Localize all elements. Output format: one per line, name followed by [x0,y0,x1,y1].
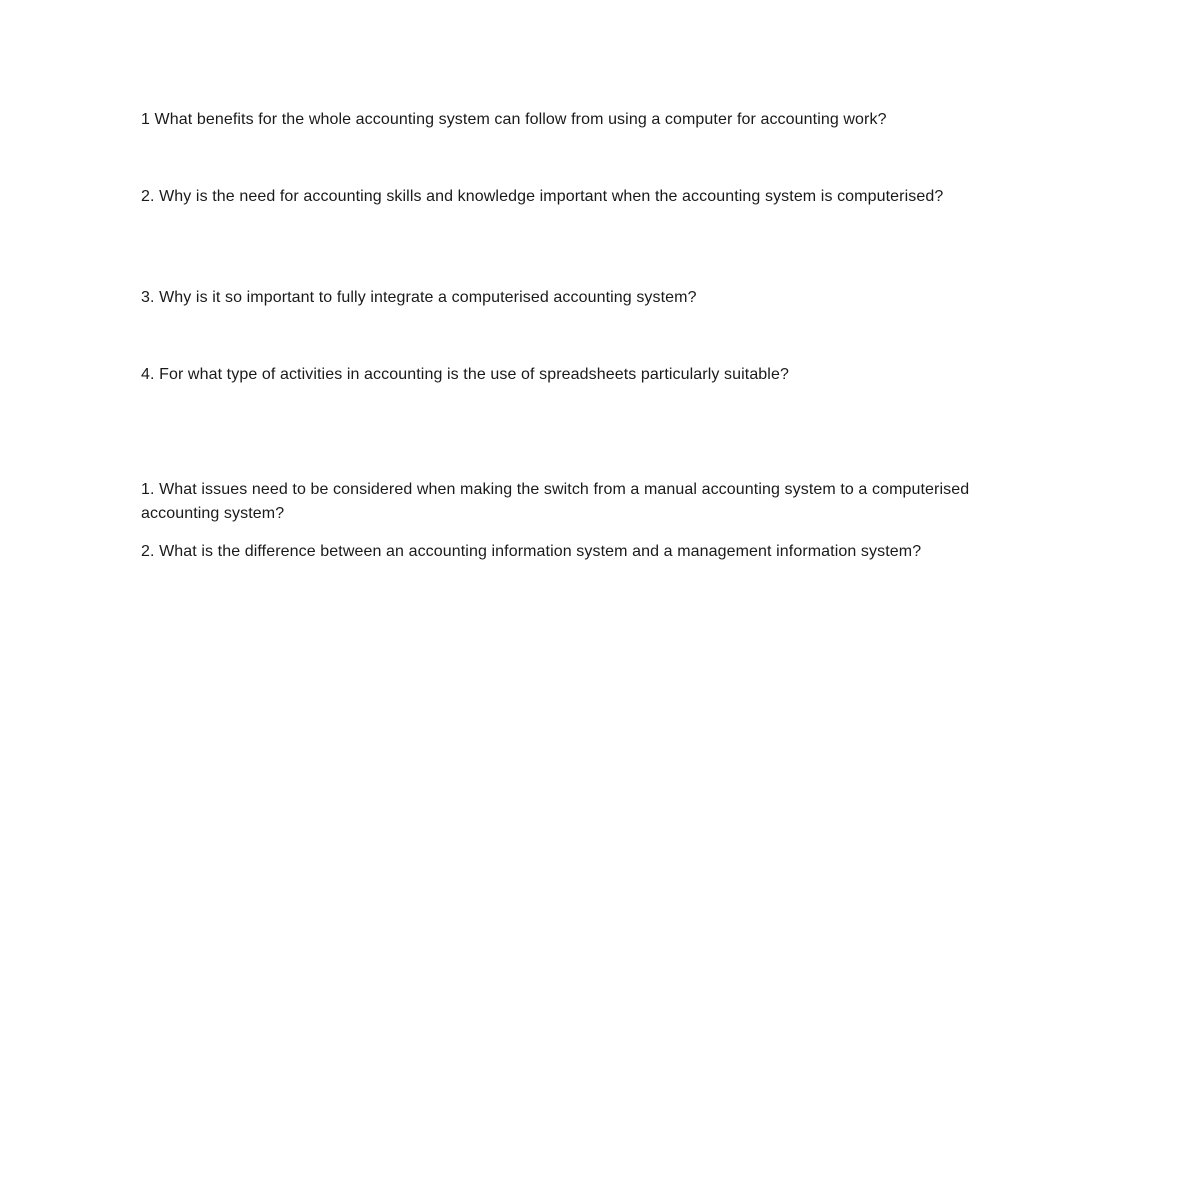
question-1: 1 What benefits for the whole accounting system can follow from using a computer for accounting work? [141,111,887,128]
question-2-1: 1. What issues need to be considered when making the switch from a manual accounting system to a computerised accounting system? [141,481,970,522]
question-2: 2. Why is the need for accounting skills and knowledge important when the accounting system is computerised? [141,188,944,205]
question-4: 4. For what type of activities in accounting is the use of spreadsheets particularly suitable? [141,366,789,383]
question-2-2: 2. What is the difference between an accounting information system and a management information system? [141,543,922,560]
question-3: 3. Why is it so important to fully integrate a computerised accounting system? [141,289,697,306]
